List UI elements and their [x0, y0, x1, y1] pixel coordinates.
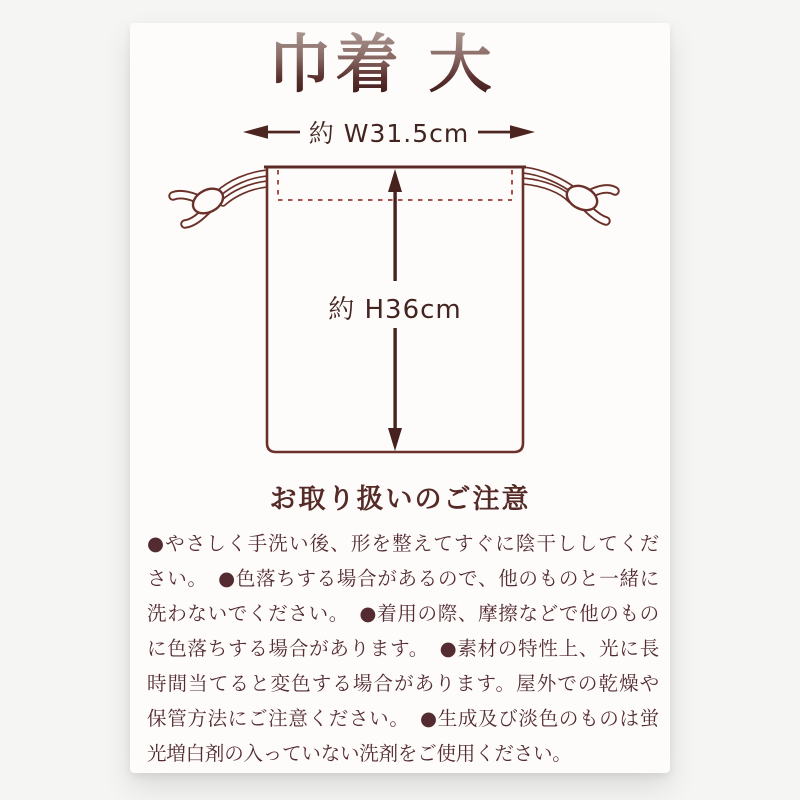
care-line: 光増白剤の入っていない洗剤をご使用ください。	[147, 742, 572, 765]
care-label-card	[130, 23, 670, 773]
drawstring-bag-diagram	[130, 23, 670, 483]
care-line: 時間当てると変色する場合があります。屋外での乾燥や	[147, 672, 659, 695]
care-line: さい。 ●色落ちする場合があるので、他のものと一緒に	[147, 567, 659, 590]
care-line: 保管方法にご注意ください。 ●生成及び淡色のものは蛍	[147, 707, 659, 730]
product-title: 巾着 大	[130, 29, 634, 101]
care-instructions	[147, 526, 659, 771]
width-label: 約 W31.5cm	[308, 119, 470, 148]
care-line: 洗わないでください。 ●着用の際、摩擦などで他のもの	[147, 602, 659, 625]
height-label: 約 H36cm	[328, 295, 462, 325]
care-line: に色落ちする場合があります。 ●素材の特性上、光に長	[147, 637, 659, 660]
care-heading: お取り扱いのご注意	[269, 484, 531, 515]
care-line: ●やさしく手洗い後、形を整えてすぐに陰干ししてくだ	[147, 532, 659, 555]
